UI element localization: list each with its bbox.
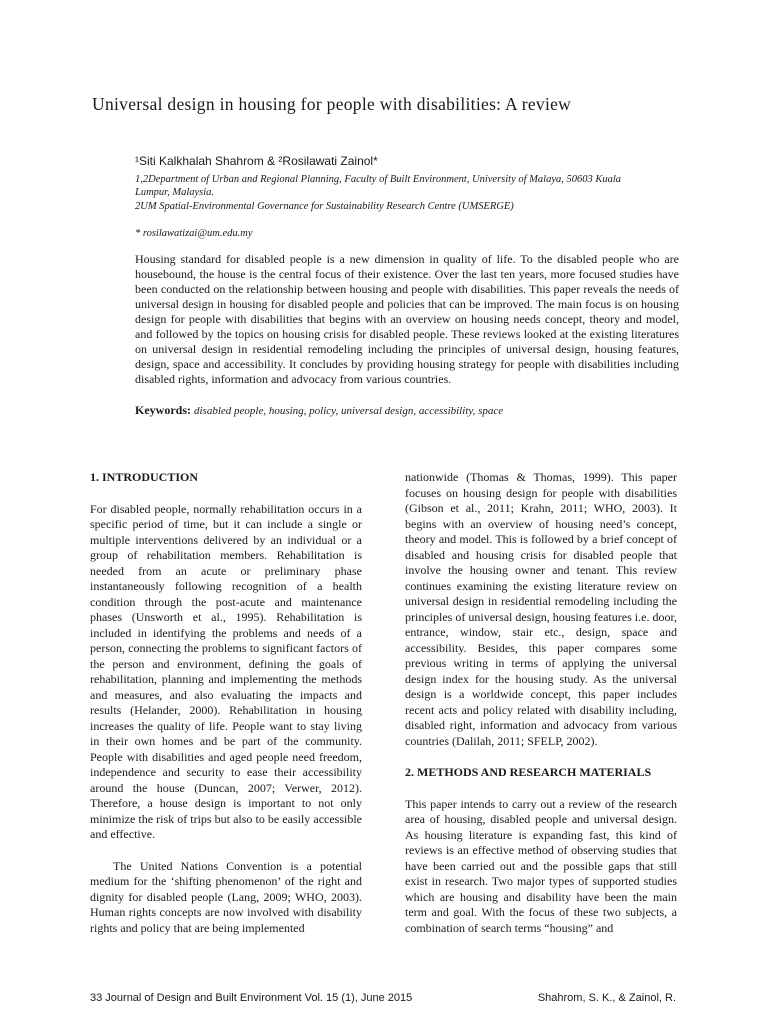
section-1-heading: 1. INTRODUCTION xyxy=(90,470,199,484)
paper-title: Universal design in housing for people with disabilities: A review xyxy=(92,94,572,114)
affiliation-2: 2UM Spatial-Environmental Governance for Sustainability Research Centre (UMSERGE) xyxy=(135,201,514,212)
section-1-paragraph-1: For disabled people, normally rehabilitation occurs in a specific period of time, but it can include a single or multiple interventions delivered by an individual or a group of rehabilitation members. Rehabilitation is needed from an acute or preliminary phase instantaneously following recognition of a health condition through the post-acute and maintenance phases (Unsworth et al., 1995). Rehabilitation is included in identifying the problems and needs of a person, connecting the problems to significant factors of the person and environment, defining the goals of rehabilitation, planning and implementing the methods and measures, and also evaluating the impacts and results (Helander, 2000). Rehabilitation in housing increases the quality of life. People want to stay living in their own homes and be part of the community. People with disabilities and aged people need freedom, independence and security to ease their accessibility around the house (Duncan, 2007; Verwer, 2012). Therefore, a house design is important to not only minimize the risk of trips but also to be easily accessible and effective. xyxy=(90,501,362,841)
section-1-paragraph-3: nationwide (Thomas & Thomas, 1999). This paper focuses on housing design for people with disabilities (Gibson et al., 2011; Krahn, 2011; WHO, 2003). It begins with an overview of housing need’s concept, theory and model. This is followed by a brief concept of disabled and housing crisis for disabled people that involve the housing owner and tenant. This review continues examining the existing literature review on universal design in residential remodeling including the principles of universal design, housing features i.e. door, entrance, window, stair etc., design, space and accessibility. Besides, this paper compares some previous writing in terms of applying the universal design index for the housing study. As the universal design is a worldwide concept, this paper includes recent acts and policy related with disability including, disabled right, information and advocacy from various countries (Dalilah, 2011; SFELP, 2002). xyxy=(405,470,677,748)
authors: ¹Siti Kalkhalah Shahrom & ²Rosilawati Zainol* xyxy=(135,154,378,168)
keywords xyxy=(135,403,679,418)
footer-journal: 33 Journal of Design and Built Environment Vol. 15 (1), June 2015 xyxy=(90,992,413,1004)
affiliation-1: 1,2Department of Urban and Regional Planning, Faculty of Built Environment, University of Malaya, 50603 Kuala Lumpur, Malaysia. xyxy=(135,174,622,198)
section-2-paragraph-1: This paper intends to carry out a review of the research area of housing, disabled people and universal design. As housing literature is expanding fast, this kind of reviews is an effective method of observing studies that have been carried out and the possible gaps that still exist in research. Two major types of supported studies which are housing and disability have been the main term and goal. With the focus of these two subjects, a combination of search terms “housing” and xyxy=(405,796,677,935)
footer-authors: Shahrom, S. K., & Zainol, R. xyxy=(537,992,676,1004)
section-2-heading: 2. METHODS AND RESEARCH MATERIALS xyxy=(405,765,652,779)
keywords-text: disabled people, housing, policy, universal design, accessibility, space xyxy=(194,405,504,417)
keywords-label: Keywords: xyxy=(135,403,191,417)
left-column xyxy=(90,470,362,936)
section-1-paragraph-2: The United Nations Convention is a potential medium for the ‘shifting phenomenon’ of the right and dignity for disabled people (Lang, 2009; WHO, 2003). Human rights concepts are now involved with disability rights and policy that are being implemented xyxy=(90,858,362,935)
corresponding-email: * rosilawatizai@um.edu.my xyxy=(135,228,253,239)
abstract: Housing standard for disabled people is a new dimension in quality of life. To the disabled people who are housebound, the house is the central focus of their existence. Over the last ten years, more focused studies have been conducted on the relationship between housing and people with disabilities. This paper reveals the needs of universal design in housing for disabled people and policies that can be improved. The main focus is on housing design for people with disabilities that begins with an overview on housing needs concept, theory and model, and followed by the topics on housing crisis for disabled people. These reviews looked at the existing literatures on universal design in residential remodeling including the principles of universal design, housing features, design, space and accessibility. It concludes by providing housing strategy for people with disabilities including disabled rights, information and advocacy from various countries. xyxy=(135,252,679,386)
right-column xyxy=(405,470,677,936)
